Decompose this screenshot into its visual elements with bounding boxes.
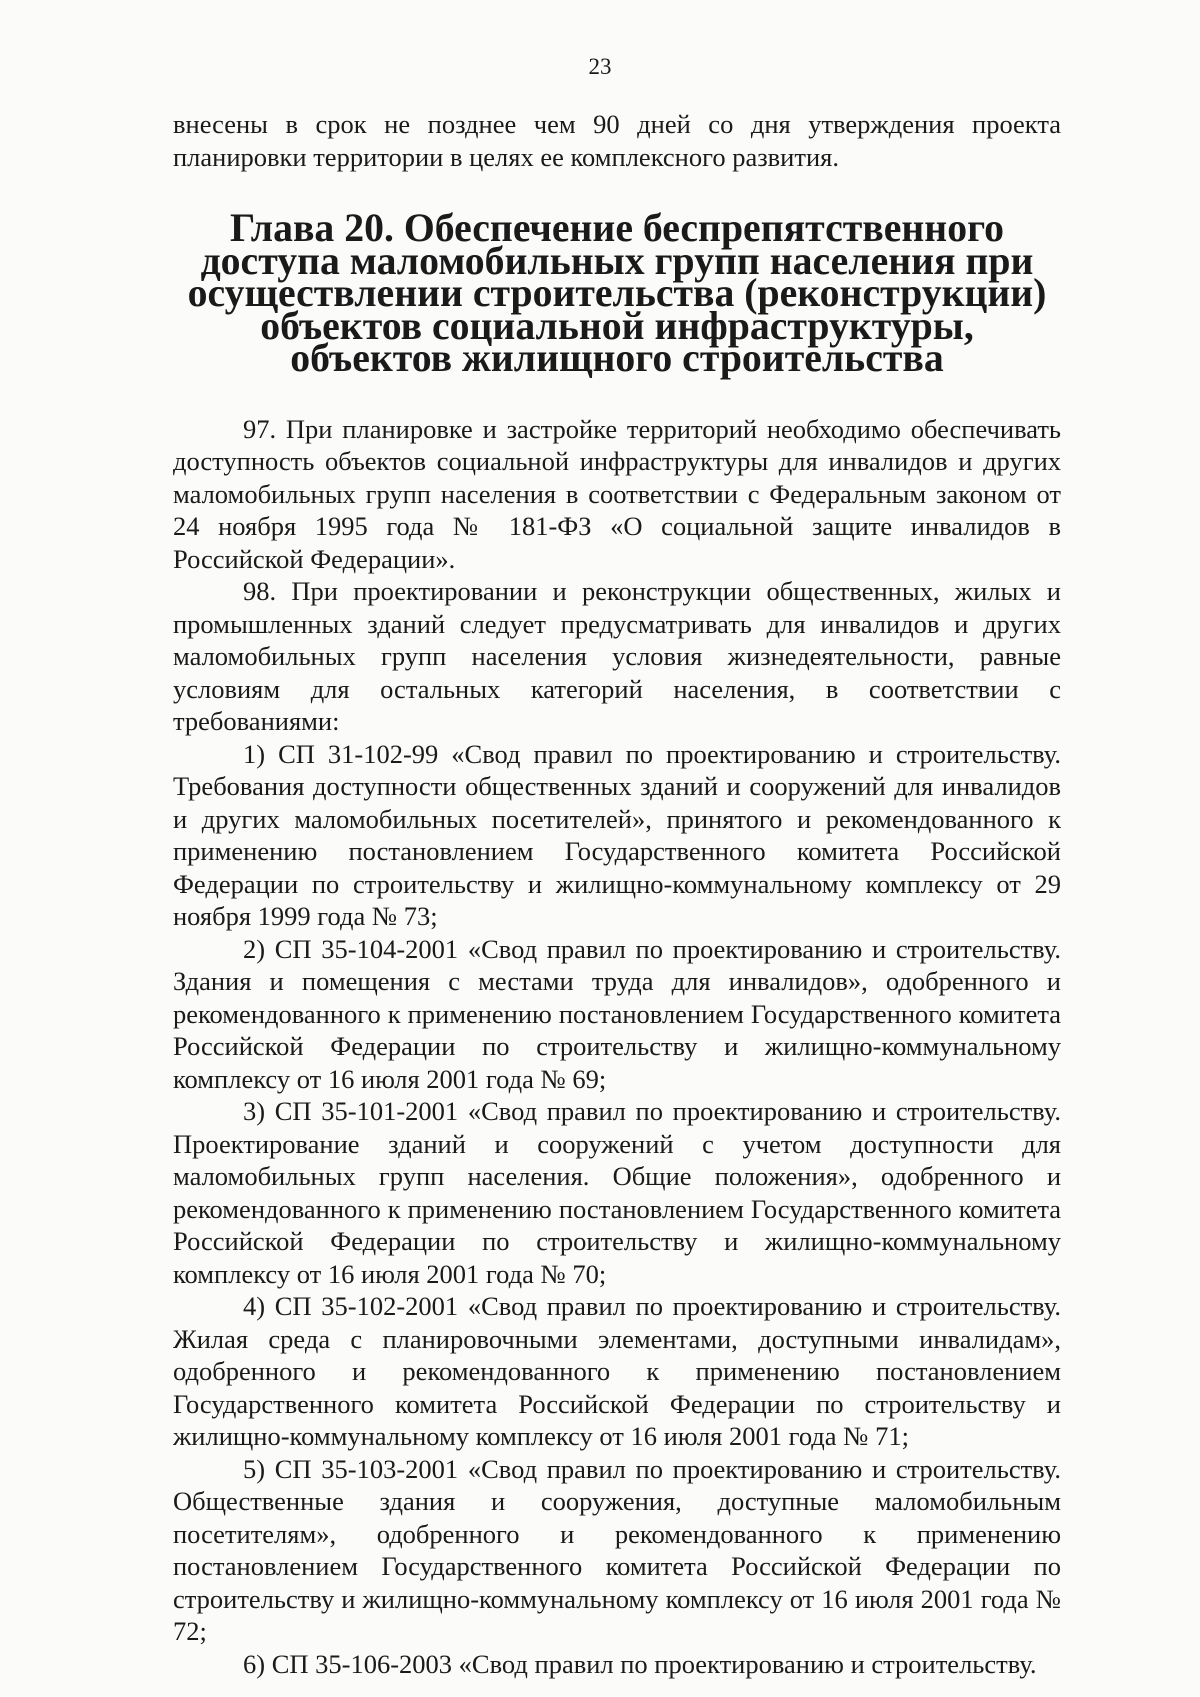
paragraph-98: 98. При проектировании и реконструкции общественных, жилых и промышленных зданий следует предусматривать для инвалидов и других маломобильных групп населения условия жизнедеятельности, равные условиям для остальных категорий населения, в соответствии с требованиями: (173, 576, 1061, 736)
list-item-6: 6) СП 35-106-2003 «Свод правил по проектированию и строительству. (243, 1648, 1037, 1679)
chapter-title: Глава 20. Обеспечение беспрепятственного доступа маломобильных групп населения при осуществлении строительства (реконструкции) объектов социальной инфраструктуры, объектов жилищного строительства (187, 206, 1047, 380)
list-item-5: 5) СП 35-103-2001 «Свод правил по проектированию и строительству. Общественные здания и сооружения, доступные маломобильным посетителям», одобренного и рекомендованного к применению постановлением Государственного комитета Российской Федерации по строительству и жилищно-коммунальному комплексу от 16 июля 2001 года № 72; (173, 1453, 1061, 1646)
list-item-3: 3) СП 35-101-2001 «Свод правил по проектированию и строительству. Проектирование зданий и сооружений с учетом доступности для маломобильных групп населения. Общие положения», одобренного и рекомендованного к применению постановлением Государственного комитета Российской Федерации по строительству и жилищно-коммунальному комплексу от 16 июля 2001 года № 70; (173, 1096, 1061, 1289)
list-item-2: 2) СП 35-104-2001 «Свод правил по проектированию и строительству. Здания и помещения с местами труда для инвалидов», одобренного и рекомендованного к применению постановлением Государственного комитета Российской Федерации по строительству и жилищно-коммунальному комплексу от 16 июля 2001 года № 69; (173, 933, 1061, 1094)
list-item-4: 4) СП 35-102-2001 «Свод правил по проектированию и строительству. Жилая среда с планировочными элементами, доступными инвалидам», одобренного и рекомендованного к применению постановлением Государственного комитета Российской Федерации по строительству и жилищно-коммунальному комплексу от 16 июля 2001 года № 71; (173, 1291, 1061, 1451)
page-number: 23 (588, 54, 612, 79)
paragraph-97: 97. При планировке и застройке территорий необходимо обеспечивать доступность объектов социальной инфраструктуры для инвалидов и других маломобильных групп населения в соответствии с Федеральным законом от 24 ноября 1995 года № 181-ФЗ «О социальной защите инвалидов в Российской Федерации». (173, 413, 1061, 574)
list-item-1: 1) СП 31-102-99 «Свод правил по проектированию и строительству. Требования доступности общественных зданий и сооружений для инвалидов и других маломобильных посетителей», принятого и рекомендованного к применению постановлением Государственного комитета Российской Федерации по строительству и жилищно-коммунальному комплексу от 29 ноября 1999 года № 73; (173, 738, 1061, 931)
document-body (173, 108, 1061, 1680)
intro-paragraph: внесены в срок не позднее чем 90 дней со дня утверждения проекта планировки территории в целях ее комплексного развития. (173, 109, 1061, 172)
